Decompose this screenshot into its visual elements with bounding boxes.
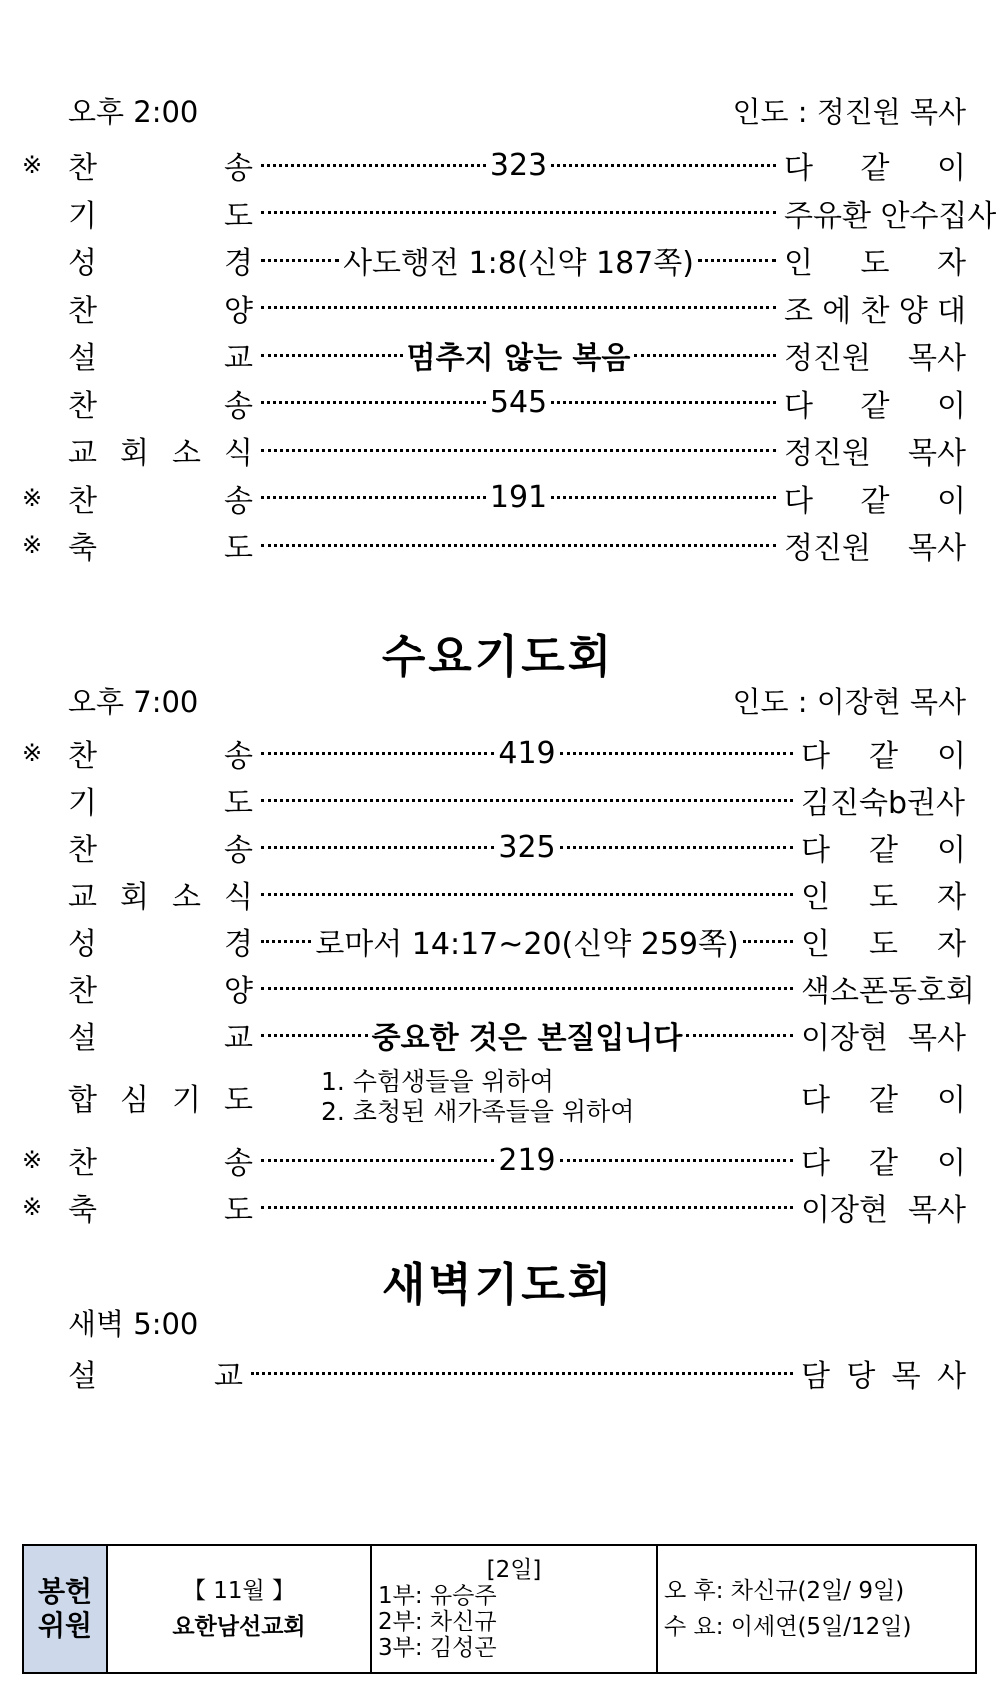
dot-leader [261,1159,494,1162]
order-person-part: 같 [860,151,890,186]
order-person [801,731,966,775]
joint-prayer-row [22,1065,966,1129]
order-label-char: 기 [68,786,97,821]
order-person-part: 자 [937,927,966,962]
order-row [22,237,966,283]
order-person-part: 도 [869,927,898,962]
standing-mark: ※ [22,739,43,767]
joint-prayer-items [253,1067,801,1127]
order-person-part: 정진원 [784,531,871,566]
leader-dots [257,385,780,420]
dot-leader [261,259,339,262]
order-label-char: 회 [120,880,149,915]
order-person-part: 다 [784,388,813,424]
order-person [784,191,996,235]
prayer-label-char: 합 [68,1083,97,1118]
dot-leader [261,496,486,499]
order-label [68,191,253,235]
order-person [801,1138,966,1182]
order-label-char: 찬 [68,151,97,186]
part-2: 2부: 차신규 [378,1609,497,1635]
order-row [22,522,966,568]
order-person-part: 다 [801,739,830,774]
order-label [68,238,253,282]
order-row [22,1350,966,1396]
order-person [784,381,966,425]
standing-mark: ※ [22,1146,43,1174]
order-label [68,333,253,377]
order-person [801,778,966,822]
order-content: 사도행전 1:8(신약 187쪽) [343,246,694,281]
dot-leader [251,1372,793,1375]
order-person-part: 인 [801,880,830,915]
prayer-person-part: 같 [869,1083,898,1118]
order-row [22,190,996,236]
dot-leader [261,940,311,943]
service-parts-cell [371,1545,657,1673]
order-label-char: 찬 [68,974,97,1009]
church-group: 요한남선교회 [172,1614,306,1640]
order-label-char: 송 [224,483,253,519]
leader-dots [257,544,780,547]
order-row [22,824,966,870]
dot-leader [560,1159,793,1162]
standing-mark: ※ [22,483,43,512]
order-person-part: 이 [937,1146,966,1181]
order-person [784,238,966,282]
offering-committee-badge: 봉헌 위원 [23,1545,107,1673]
dot-leader [551,496,776,499]
dot-leader [261,164,486,167]
leader-dots [257,1143,797,1178]
order-label-char: 경 [224,927,253,962]
dot-leader [261,1034,368,1037]
order-person-part: 도 [860,246,890,281]
order-person-part: 사 [936,1359,966,1394]
order-person-part: 정진원 [784,436,871,471]
order-person-part: 조 [784,293,813,329]
dot-leader [261,401,486,404]
order-content: 219 [498,1142,556,1178]
leader-dots [257,893,797,896]
order-label-char: 성 [68,246,97,281]
dawn-header [68,1302,966,1343]
order-label-char: 송 [224,151,253,186]
order-label [68,872,253,916]
order-label-char: 교 [224,1021,253,1056]
leader-dots [257,830,797,865]
order-label-char: 찬 [68,1146,97,1181]
order-person-part: 목사 [908,531,966,566]
order-person-part: 양 [898,293,928,329]
order-label-char: 교 [68,436,97,471]
wednesday-leader: 인도 : 이장현 목사 [732,685,966,719]
prayer-item: 1. 수험생들을 위하여 [321,1067,554,1096]
order-person-part: 주유환 안수집사 [784,198,996,234]
dot-leader [560,846,793,849]
order-person-part: 담 [801,1359,830,1394]
leader-dots [257,238,780,282]
order-label-char: 축 [68,531,97,566]
order-content: 545 [489,385,548,420]
order-label [68,1013,253,1057]
order-label-char: 소 [172,436,201,471]
order-person-part: 대 [937,293,966,329]
order-label-char: 도 [224,786,253,821]
prayer-person-part: 이 [937,1083,966,1118]
order-person-part: 목사 [908,1193,966,1228]
order-person-part: 목 [891,1359,921,1394]
leader-dots [257,449,780,452]
order-label [68,778,253,822]
order-label-char: 도 [224,531,253,566]
order-label [68,1351,243,1395]
order-row [22,332,966,378]
order-person-part: 같 [860,388,890,424]
standing-mark: ※ [22,531,43,559]
wednesday-title: 수요기도회 [381,630,615,683]
leader-dots [257,1013,797,1057]
order-label-char: 교 [68,880,97,915]
dot-leader [261,799,793,802]
dot-leader [698,259,776,262]
dot-leader [261,893,793,896]
order-label-char: 찬 [68,483,97,519]
order-person-part: 목사 [908,341,966,376]
part-3: 3부: 김성곤 [378,1635,497,1661]
order-person-part: 이 [937,151,966,186]
order-person-part: 이 [937,833,966,868]
afternoon-leader: 인도 : 정진원 목사 [732,95,966,129]
standing-mark: ※ [22,151,43,179]
order-label-char: 찬 [68,293,97,329]
order-label [68,523,253,567]
prayer-label-char: 도 [224,1083,253,1118]
order-label-char: 식 [224,436,253,471]
afternoon-header [68,90,966,131]
dot-leader [261,752,494,755]
dot-leader [261,449,776,452]
order-row [22,475,966,521]
dawn-time: 새벽 5:00 [68,1307,199,1341]
order-content: 멈추지 않는 복음 [406,341,631,376]
order-label [68,476,253,520]
leader-dots [257,987,797,990]
order-row [22,777,966,823]
order-row [22,142,966,188]
month-label: 【 11월 】 [182,1578,296,1604]
prayer-item: 2. 초청된 새가족들을 위하여 [321,1097,635,1126]
order-content: 191 [489,480,548,515]
order-content: 325 [498,829,556,865]
order-row [22,918,966,964]
order-person-part: 색소폰동호회 [801,974,975,1009]
order-person-part: 같 [869,1146,898,1181]
order-label-char: 경 [224,246,253,281]
dot-leader [743,940,793,943]
order-row [22,1012,966,1058]
order-content: 중요한 것은 본질입니다 [371,1021,683,1056]
leader-dots [257,919,797,963]
order-label-char: 회 [120,436,149,471]
order-person-part: 다 [801,833,830,868]
order-person [801,919,966,963]
order-label-char: 설 [68,341,97,376]
order-row [22,965,975,1011]
order-label-char: 송 [224,1146,253,1181]
order-label [68,1138,253,1182]
order-person [801,872,966,916]
month-cell [107,1545,371,1673]
order-label [68,966,253,1010]
order-person-part: 같 [869,739,898,774]
order-label-char: 양 [224,293,253,329]
order-label-char: 교 [214,1359,243,1394]
dot-leader [551,164,776,167]
order-label-char: 소 [172,880,201,915]
order-label-char: 송 [224,388,253,424]
order-label-char: 설 [68,1359,97,1394]
leader-dots [257,333,780,377]
order-row [22,1137,966,1183]
wednesday-duty: 수 요: 이세연(5일/12일) [664,1614,912,1640]
order-person [801,825,966,869]
joint-prayer-leader [801,1075,966,1119]
order-person [784,428,966,472]
order-person-part: 찬 [860,293,890,329]
order-person-part: 같 [869,833,898,868]
weekday-cell [657,1545,976,1673]
order-content: 로마서 14:17~20(신약 259쪽) [315,927,739,962]
dot-leader [261,306,776,309]
day-label: [2일] [486,1557,542,1583]
order-label [68,143,253,187]
order-label-char: 설 [68,1021,97,1056]
dot-leader [551,401,776,404]
order-label [68,731,253,775]
order-label [68,286,253,330]
order-label-char: 축 [68,1193,97,1228]
dot-leader [686,1034,793,1037]
dot-leader [261,211,776,214]
order-person-part: 다 [784,151,813,186]
order-content: 419 [498,735,556,771]
leader-dots [247,1372,797,1375]
order-person-part: 다 [801,1146,830,1181]
leader-dots [257,148,780,183]
dot-leader [261,1206,793,1209]
order-person [801,1013,966,1057]
leader-dots [257,799,797,802]
order-person [801,1185,966,1229]
dot-leader [261,987,793,990]
dot-leader [261,846,494,849]
dot-leader [560,752,793,755]
afternoon-time: 오후 2:00 [68,95,199,129]
order-person-part: 같 [860,483,890,519]
order-label-char: 기 [68,198,97,234]
order-person-part: 김진숙b권사 [801,786,965,821]
dot-leader [634,354,776,357]
order-label-char: 도 [224,198,253,234]
wednesday-time: 오후 7:00 [68,685,199,719]
order-person-part: 이장현 [801,1193,888,1228]
dawn-title: 새벽기도회 [381,1258,615,1311]
order-person [801,1351,966,1395]
offering-committee-table [22,1544,977,1674]
order-person [801,966,975,1010]
order-person-part: 이 [937,483,966,519]
order-person [784,523,966,567]
wednesday-header [68,680,966,721]
order-label-char: 도 [224,1193,253,1228]
order-label [68,919,253,963]
order-label-char: 찬 [68,388,97,424]
order-person-part: 이장현 [801,1021,888,1056]
order-label-char: 성 [68,927,97,962]
dot-leader [261,544,776,547]
order-label [68,1185,253,1229]
order-row [22,380,966,426]
order-person-part: 이 [937,388,966,424]
order-label-char: 양 [224,974,253,1009]
leader-dots [257,480,780,515]
order-person-part: 자 [937,880,966,915]
order-person-part: 인 [801,927,830,962]
order-person-part: 당 [846,1359,876,1394]
leader-dots [257,736,797,771]
order-person-part: 정진원 [784,341,871,376]
order-label-char: 찬 [68,833,97,868]
order-label-char: 송 [224,833,253,868]
order-person [784,476,966,520]
order-person-part: 에 [822,293,852,329]
prayer-person-part: 다 [801,1083,830,1118]
leader-dots [257,306,780,309]
order-row [22,1184,966,1230]
order-label-char: 찬 [68,739,97,774]
part-1: 1부: 유승주 [378,1583,497,1609]
leader-dots [257,1206,797,1209]
order-person-part: 도 [869,880,898,915]
order-label-char: 식 [224,880,253,915]
dot-leader [261,354,403,357]
order-label-char: 교 [224,341,253,376]
order-person-part: 목사 [908,436,966,471]
order-person-part: 목사 [908,1021,966,1056]
order-row [22,285,966,331]
standing-mark: ※ [22,1193,43,1221]
order-person [784,333,966,377]
prayer-label-char: 심 [120,1083,149,1118]
order-content: 323 [489,147,548,183]
order-person [784,286,966,330]
joint-prayer-label [68,1075,253,1119]
order-person-part: 다 [784,483,813,519]
leader-dots [257,211,780,214]
order-person [784,143,966,187]
prayer-label-char: 기 [172,1083,201,1118]
order-label [68,381,253,425]
order-label [68,825,253,869]
order-row [22,730,966,776]
order-person-part: 인 [784,246,813,281]
order-row [22,871,966,917]
order-person-part: 자 [937,246,966,281]
order-label [68,428,253,472]
order-label-char: 송 [224,739,253,774]
order-person-part: 이 [937,739,966,774]
order-row [22,427,966,473]
afternoon-duty: 오 후: 차신규(2일/ 9일) [664,1578,905,1604]
